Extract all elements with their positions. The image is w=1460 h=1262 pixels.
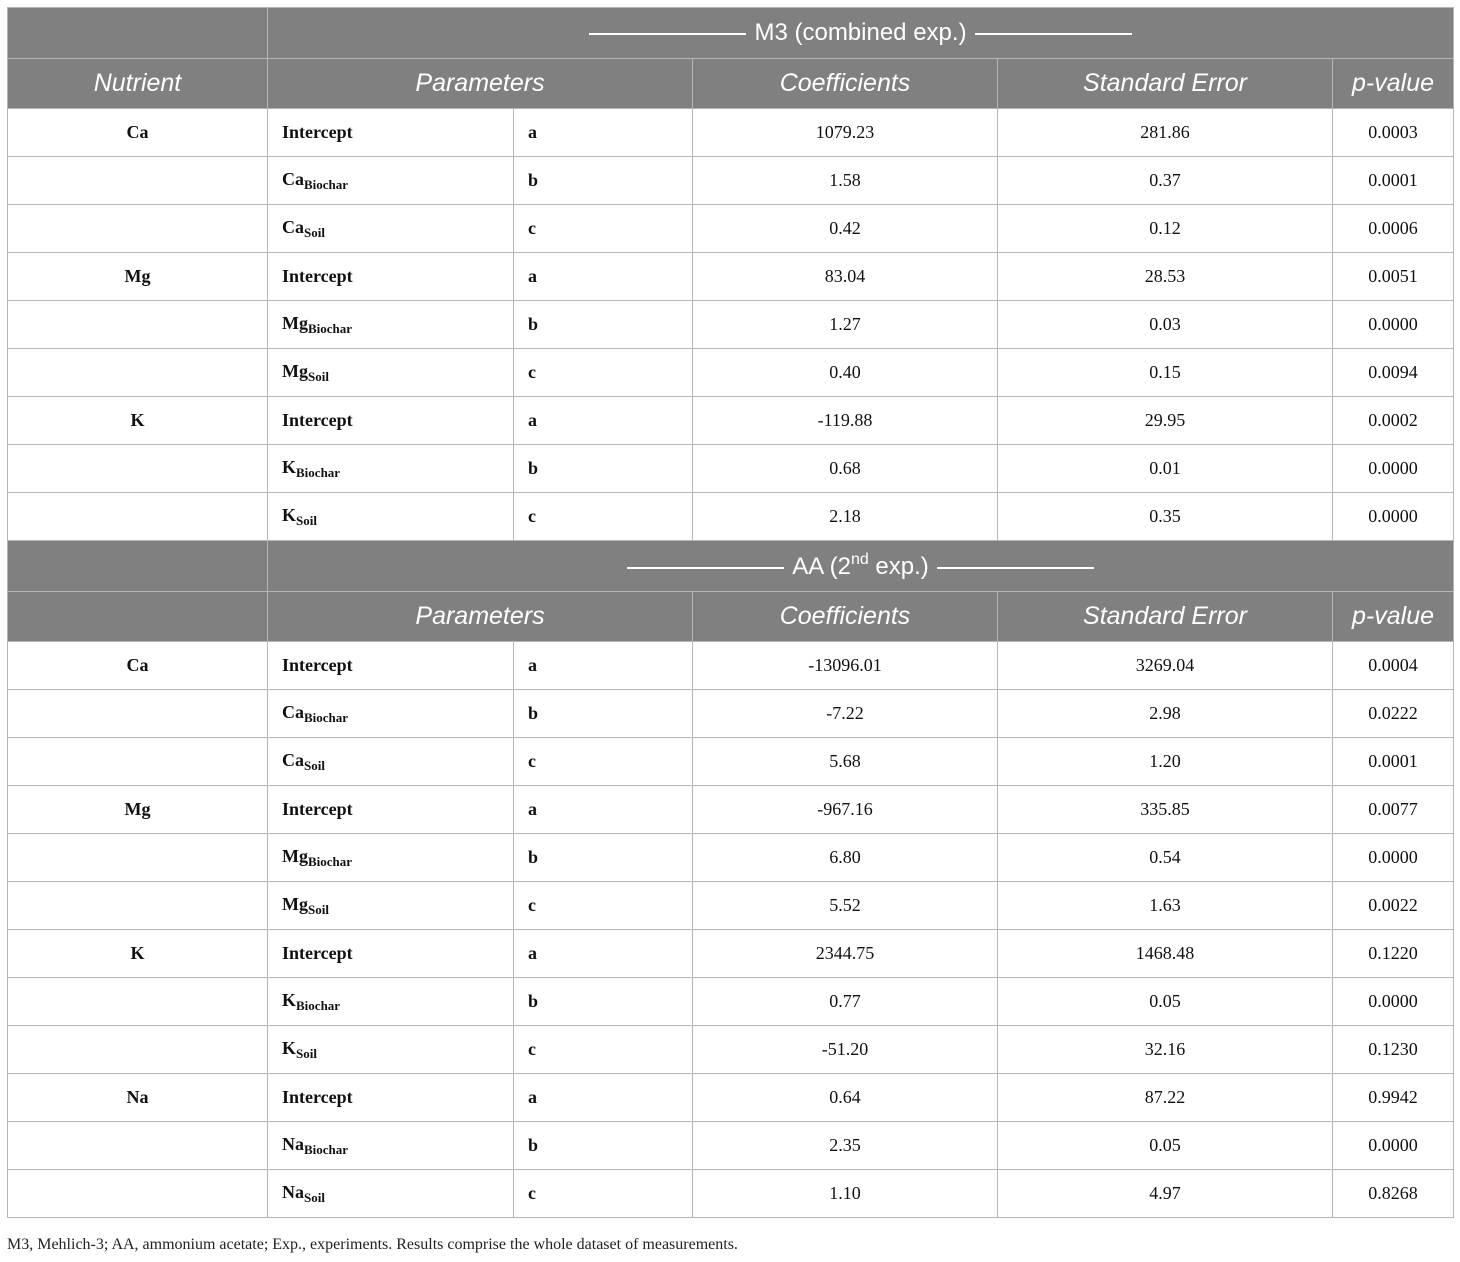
parameter-cell <box>268 1122 514 1170</box>
symbol-cell: a <box>514 930 693 978</box>
symbol-cell: b <box>514 1122 693 1170</box>
header-p-value: p-value <box>1333 592 1454 642</box>
section2-title-row <box>8 541 1454 592</box>
parameter-cell <box>268 738 514 786</box>
symbol-cell: a <box>514 109 693 157</box>
parameter-cell <box>268 930 514 978</box>
p-value-cell: 0.0003 <box>1333 109 1454 157</box>
nutrient-cell: K <box>8 930 268 978</box>
parameter-subscript: Soil <box>308 368 329 384</box>
parameter-name: Intercept <box>282 1087 353 1107</box>
table-row <box>8 349 1454 397</box>
parameter-subscript: Biochar <box>304 709 349 725</box>
coefficient-cell: -119.88 <box>693 397 998 445</box>
header-coefficients: Coefficients <box>693 592 998 642</box>
table-row <box>8 301 1454 349</box>
symbol-cell: c <box>514 205 693 253</box>
p-value-cell: 0.0000 <box>1333 493 1454 541</box>
section1-title-text: M3 (combined exp.) <box>754 19 967 46</box>
parameter-subscript: Soil <box>308 901 329 917</box>
standard-error-cell: 281.86 <box>998 109 1333 157</box>
standard-error-cell: 0.35 <box>998 493 1333 541</box>
table-row <box>8 1026 1454 1074</box>
nutrient-cell: K <box>8 397 268 445</box>
table-row <box>8 1122 1454 1170</box>
coefficient-cell: 1.27 <box>693 301 998 349</box>
nutrient-cell <box>8 301 268 349</box>
nutrient-cell <box>8 1122 268 1170</box>
parameter-name: Na <box>282 1181 304 1202</box>
table-row <box>8 834 1454 882</box>
regression-table <box>7 7 1454 1218</box>
symbol-cell: a <box>514 253 693 301</box>
coefficient-cell: 5.68 <box>693 738 998 786</box>
symbol-cell: b <box>514 445 693 493</box>
nutrient-cell: Mg <box>8 253 268 301</box>
parameter-subscript: Biochar <box>304 176 349 192</box>
section2-title-pre: AA (2 <box>792 553 851 580</box>
coefficient-cell: 1.58 <box>693 157 998 205</box>
section2-body <box>8 642 1454 1218</box>
symbol-cell: c <box>514 349 693 397</box>
parameter-name: Intercept <box>282 122 353 142</box>
symbol-cell: b <box>514 157 693 205</box>
parameter-subscript: Biochar <box>304 1141 349 1157</box>
table-row <box>8 690 1454 738</box>
parameter-cell <box>268 642 514 690</box>
table-row <box>8 493 1454 541</box>
standard-error-cell: 2.98 <box>998 690 1333 738</box>
coefficient-cell: 1.10 <box>693 1170 998 1218</box>
parameter-cell <box>268 882 514 930</box>
parameter-cell <box>268 301 514 349</box>
coefficient-cell: -51.20 <box>693 1026 998 1074</box>
symbol-cell: c <box>514 1026 693 1074</box>
parameter-name: Ca <box>282 168 304 189</box>
parameter-subscript: Soil <box>304 1189 325 1205</box>
parameter-name: K <box>282 1037 297 1058</box>
parameter-name: Mg <box>282 845 308 866</box>
nutrient-cell <box>8 493 268 541</box>
standard-error-cell: 87.22 <box>998 1074 1333 1122</box>
section1-title <box>268 8 1454 59</box>
nutrient-cell <box>8 1026 268 1074</box>
p-value-cell: 0.0000 <box>1333 301 1454 349</box>
table-row <box>8 157 1454 205</box>
nutrient-cell <box>8 834 268 882</box>
table-row <box>8 882 1454 930</box>
header-blank-cell <box>8 8 268 59</box>
p-value-cell: 0.0002 <box>1333 397 1454 445</box>
parameter-subscript: Biochar <box>308 320 353 336</box>
coefficient-cell: 0.40 <box>693 349 998 397</box>
symbol-cell: a <box>514 397 693 445</box>
nutrient-cell <box>8 445 268 493</box>
parameter-name: K <box>282 504 297 525</box>
p-value-cell: 0.0000 <box>1333 1122 1454 1170</box>
standard-error-cell: 0.12 <box>998 205 1333 253</box>
nutrient-cell <box>8 157 268 205</box>
regression-table-container <box>7 7 1453 1218</box>
standard-error-cell: 0.05 <box>998 1122 1333 1170</box>
standard-error-cell: 0.05 <box>998 978 1333 1026</box>
p-value-cell: 0.0001 <box>1333 157 1454 205</box>
parameter-name: K <box>282 989 297 1010</box>
parameter-subscript: Soil <box>304 224 325 240</box>
coefficient-cell: 6.80 <box>693 834 998 882</box>
nutrient-cell <box>8 690 268 738</box>
nutrient-cell <box>8 978 268 1026</box>
parameter-name: K <box>282 456 297 477</box>
symbol-cell: c <box>514 1170 693 1218</box>
table-row <box>8 1074 1454 1122</box>
coefficient-cell: 83.04 <box>693 253 998 301</box>
section2-title <box>268 541 1454 592</box>
section2-title-sup: nd <box>850 551 869 568</box>
nutrient-cell <box>8 349 268 397</box>
p-value-cell: 0.9942 <box>1333 1074 1454 1122</box>
parameter-cell <box>268 205 514 253</box>
p-value-cell: 0.0222 <box>1333 690 1454 738</box>
standard-error-cell: 0.54 <box>998 834 1333 882</box>
symbol-cell: a <box>514 786 693 834</box>
symbol-cell: b <box>514 301 693 349</box>
coefficient-cell: 5.52 <box>693 882 998 930</box>
parameter-name: Mg <box>282 312 308 333</box>
parameter-cell <box>268 978 514 1026</box>
title-rule-right <box>937 567 1094 569</box>
table-row <box>8 930 1454 978</box>
symbol-cell: a <box>514 1074 693 1122</box>
parameter-name: Intercept <box>282 266 353 286</box>
p-value-cell: 0.0077 <box>1333 786 1454 834</box>
p-value-cell: 0.0006 <box>1333 205 1454 253</box>
nutrient-cell <box>8 1170 268 1218</box>
symbol-cell: c <box>514 738 693 786</box>
coefficient-cell: -7.22 <box>693 690 998 738</box>
coefficient-cell: 2.18 <box>693 493 998 541</box>
parameter-name: Intercept <box>282 410 353 430</box>
parameter-cell <box>268 690 514 738</box>
symbol-cell: b <box>514 690 693 738</box>
section2-title-post: exp.) <box>868 553 929 580</box>
table-row <box>8 978 1454 1026</box>
p-value-cell: 0.8268 <box>1333 1170 1454 1218</box>
p-value-cell: 0.0022 <box>1333 882 1454 930</box>
table-row <box>8 786 1454 834</box>
table-row <box>8 109 1454 157</box>
parameter-subscript: Soil <box>304 757 325 773</box>
parameter-cell <box>268 253 514 301</box>
table-row <box>8 253 1454 301</box>
section1-header-row <box>8 59 1454 109</box>
parameter-name: Ca <box>282 216 304 237</box>
table-row <box>8 205 1454 253</box>
header-blank-cell <box>8 592 268 642</box>
table-row <box>8 738 1454 786</box>
coefficient-cell: 1079.23 <box>693 109 998 157</box>
nutrient-cell: Ca <box>8 109 268 157</box>
header-blank-cell <box>8 541 268 592</box>
parameter-name: Mg <box>282 360 308 381</box>
header-p-value: p-value <box>1333 59 1454 109</box>
parameter-subscript: Soil <box>296 512 317 528</box>
title-rule-left <box>589 33 746 35</box>
p-value-cell: 0.1230 <box>1333 1026 1454 1074</box>
parameter-name: Intercept <box>282 655 353 675</box>
parameter-name: Na <box>282 1133 304 1154</box>
coefficient-cell: 2344.75 <box>693 930 998 978</box>
standard-error-cell: 29.95 <box>998 397 1333 445</box>
p-value-cell: 0.0001 <box>1333 738 1454 786</box>
header-parameters: Parameters <box>268 59 693 109</box>
p-value-cell: 0.0051 <box>1333 253 1454 301</box>
parameter-cell <box>268 834 514 882</box>
p-value-cell: 0.0000 <box>1333 978 1454 1026</box>
parameter-cell <box>268 445 514 493</box>
p-value-cell: 0.0004 <box>1333 642 1454 690</box>
coefficient-cell: 2.35 <box>693 1122 998 1170</box>
parameter-cell <box>268 349 514 397</box>
standard-error-cell: 32.16 <box>998 1026 1333 1074</box>
nutrient-cell: Na <box>8 1074 268 1122</box>
title-rule-left <box>627 567 784 569</box>
nutrient-cell: Mg <box>8 786 268 834</box>
header-standard-error: Standard Error <box>998 59 1333 109</box>
p-value-cell: 0.0000 <box>1333 445 1454 493</box>
table-footnote: M3, Mehlich-3; AA, ammonium acetate; Exp., experiments. Results comprise the whole dataset of measurements. <box>7 1236 738 1253</box>
p-value-cell: 0.0000 <box>1333 834 1454 882</box>
coefficient-cell: -13096.01 <box>693 642 998 690</box>
section1-title-row <box>8 8 1454 59</box>
coefficient-cell: 0.64 <box>693 1074 998 1122</box>
p-value-cell: 0.0094 <box>1333 349 1454 397</box>
parameter-subscript: Biochar <box>296 997 341 1013</box>
symbol-cell: b <box>514 978 693 1026</box>
symbol-cell: b <box>514 834 693 882</box>
parameter-cell <box>268 493 514 541</box>
nutrient-cell <box>8 205 268 253</box>
parameter-name: Ca <box>282 749 304 770</box>
parameter-cell <box>268 1026 514 1074</box>
parameter-cell <box>268 157 514 205</box>
standard-error-cell: 1.20 <box>998 738 1333 786</box>
header-nutrient: Nutrient <box>8 59 268 109</box>
parameter-name: Intercept <box>282 943 353 963</box>
header-coefficients: Coefficients <box>693 59 998 109</box>
parameter-cell <box>268 1074 514 1122</box>
parameter-subscript: Soil <box>296 1045 317 1061</box>
nutrient-cell <box>8 882 268 930</box>
table-row <box>8 445 1454 493</box>
standard-error-cell: 0.15 <box>998 349 1333 397</box>
nutrient-cell <box>8 738 268 786</box>
standard-error-cell: 335.85 <box>998 786 1333 834</box>
parameter-name: Ca <box>282 701 304 722</box>
table-row <box>8 397 1454 445</box>
standard-error-cell: 1468.48 <box>998 930 1333 978</box>
table-row <box>8 1170 1454 1218</box>
parameter-cell <box>268 786 514 834</box>
standard-error-cell: 0.37 <box>998 157 1333 205</box>
header-parameters: Parameters <box>268 592 693 642</box>
section1-body <box>8 109 1454 541</box>
symbol-cell: a <box>514 642 693 690</box>
parameter-name: Intercept <box>282 799 353 819</box>
symbol-cell: c <box>514 493 693 541</box>
standard-error-cell: 0.01 <box>998 445 1333 493</box>
parameter-name: Mg <box>282 893 308 914</box>
coefficient-cell: -967.16 <box>693 786 998 834</box>
parameter-subscript: Biochar <box>308 853 353 869</box>
parameter-cell <box>268 1170 514 1218</box>
parameter-cell <box>268 397 514 445</box>
coefficient-cell: 0.68 <box>693 445 998 493</box>
coefficient-cell: 0.42 <box>693 205 998 253</box>
section2-header-row <box>8 592 1454 642</box>
coefficient-cell: 0.77 <box>693 978 998 1026</box>
symbol-cell: c <box>514 882 693 930</box>
standard-error-cell: 4.97 <box>998 1170 1333 1218</box>
table-row <box>8 642 1454 690</box>
standard-error-cell: 0.03 <box>998 301 1333 349</box>
standard-error-cell: 1.63 <box>998 882 1333 930</box>
parameter-cell <box>268 109 514 157</box>
parameter-subscript: Biochar <box>296 464 341 480</box>
header-standard-error: Standard Error <box>998 592 1333 642</box>
title-rule-right <box>975 33 1132 35</box>
standard-error-cell: 28.53 <box>998 253 1333 301</box>
nutrient-cell: Ca <box>8 642 268 690</box>
standard-error-cell: 3269.04 <box>998 642 1333 690</box>
p-value-cell: 0.1220 <box>1333 930 1454 978</box>
